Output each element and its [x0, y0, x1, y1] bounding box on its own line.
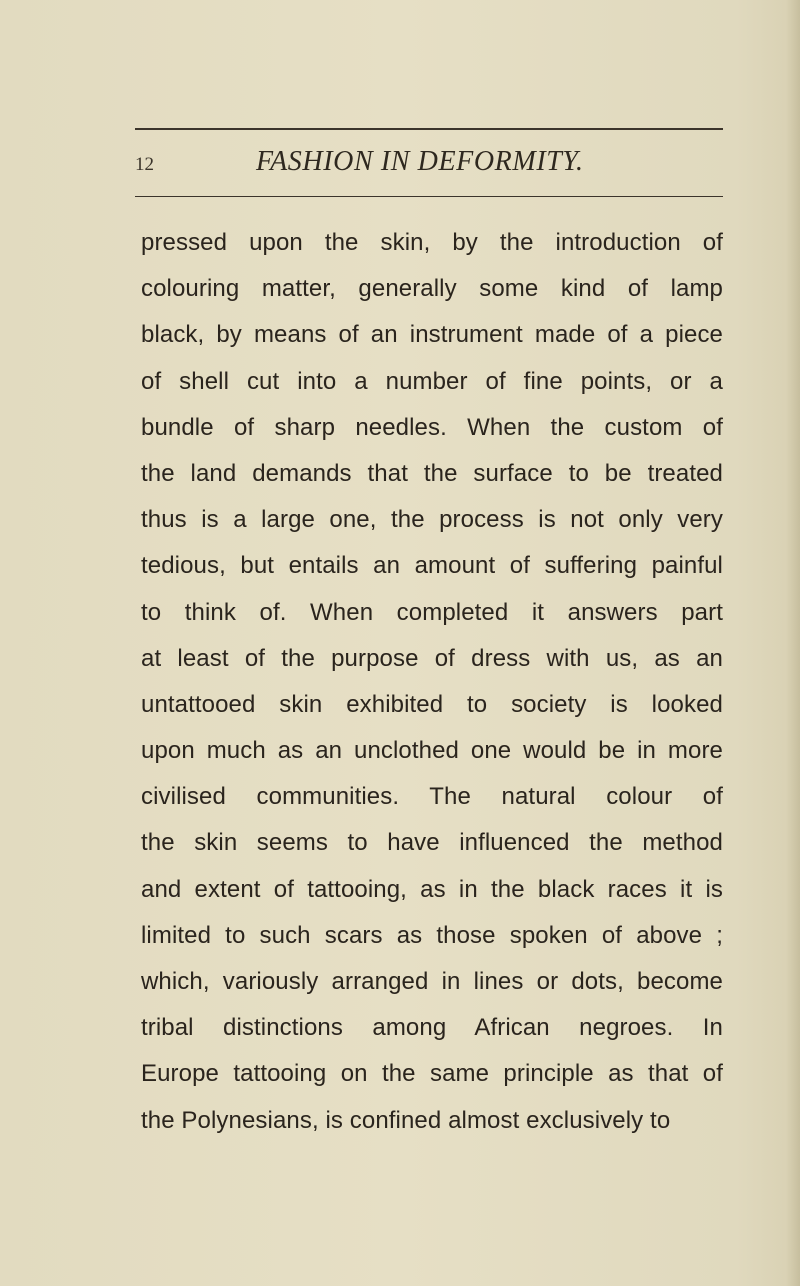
- text-line: Europe tattooing on the same principle as that of: [141, 1060, 723, 1088]
- text-line: at least of the purpose of dress with us, as an: [141, 644, 723, 672]
- page-edge-shadow: [786, 0, 800, 1286]
- text-line: the skin seems to have influenced the method: [141, 829, 723, 857]
- running-header: [135, 146, 723, 180]
- text-line: upon much as an unclothed one would be in more: [141, 737, 723, 765]
- text-line: the land demands that the surface to be treated: [141, 459, 723, 487]
- text-line: which, variously arranged in lines or dots, become: [141, 968, 723, 995]
- text-line: tedious, but entails an amount of suffering painful: [141, 552, 723, 580]
- text-line: tribal distinctions among African negroes. In: [141, 1014, 723, 1042]
- text-line: thus is a large one, the process is not only very: [141, 506, 723, 534]
- page-number: 12: [135, 154, 154, 175]
- text-line: black, by means of an instrument made of a piece: [141, 321, 723, 349]
- running-head-title: FASHION IN DEFORMITY.: [256, 146, 584, 177]
- text-line: colouring matter, generally some kind of lamp: [141, 275, 723, 303]
- text-line: the Polynesians, is confined almost exclusively to: [141, 1106, 671, 1134]
- text-line: and extent of tattooing, as in the black races it is: [141, 875, 723, 903]
- text-line: untattooed skin exhibited to society is looked: [141, 690, 723, 718]
- text-line: bundle of sharp needles. When the custom of: [141, 413, 723, 441]
- text-line: civilised communities. The natural colour of: [141, 783, 723, 811]
- text-line: of shell cut into a number of fine points, or a: [141, 367, 723, 395]
- text-line: to think of. When completed it answers part: [141, 598, 723, 626]
- body-paragraph: [141, 220, 723, 1144]
- header-top-rule: [135, 128, 723, 130]
- text-line: limited to such scars as those spoken of above ;: [141, 921, 723, 949]
- text-line: pressed upon the skin, by the introduction of: [141, 229, 723, 256]
- header-bottom-rule: [135, 196, 723, 197]
